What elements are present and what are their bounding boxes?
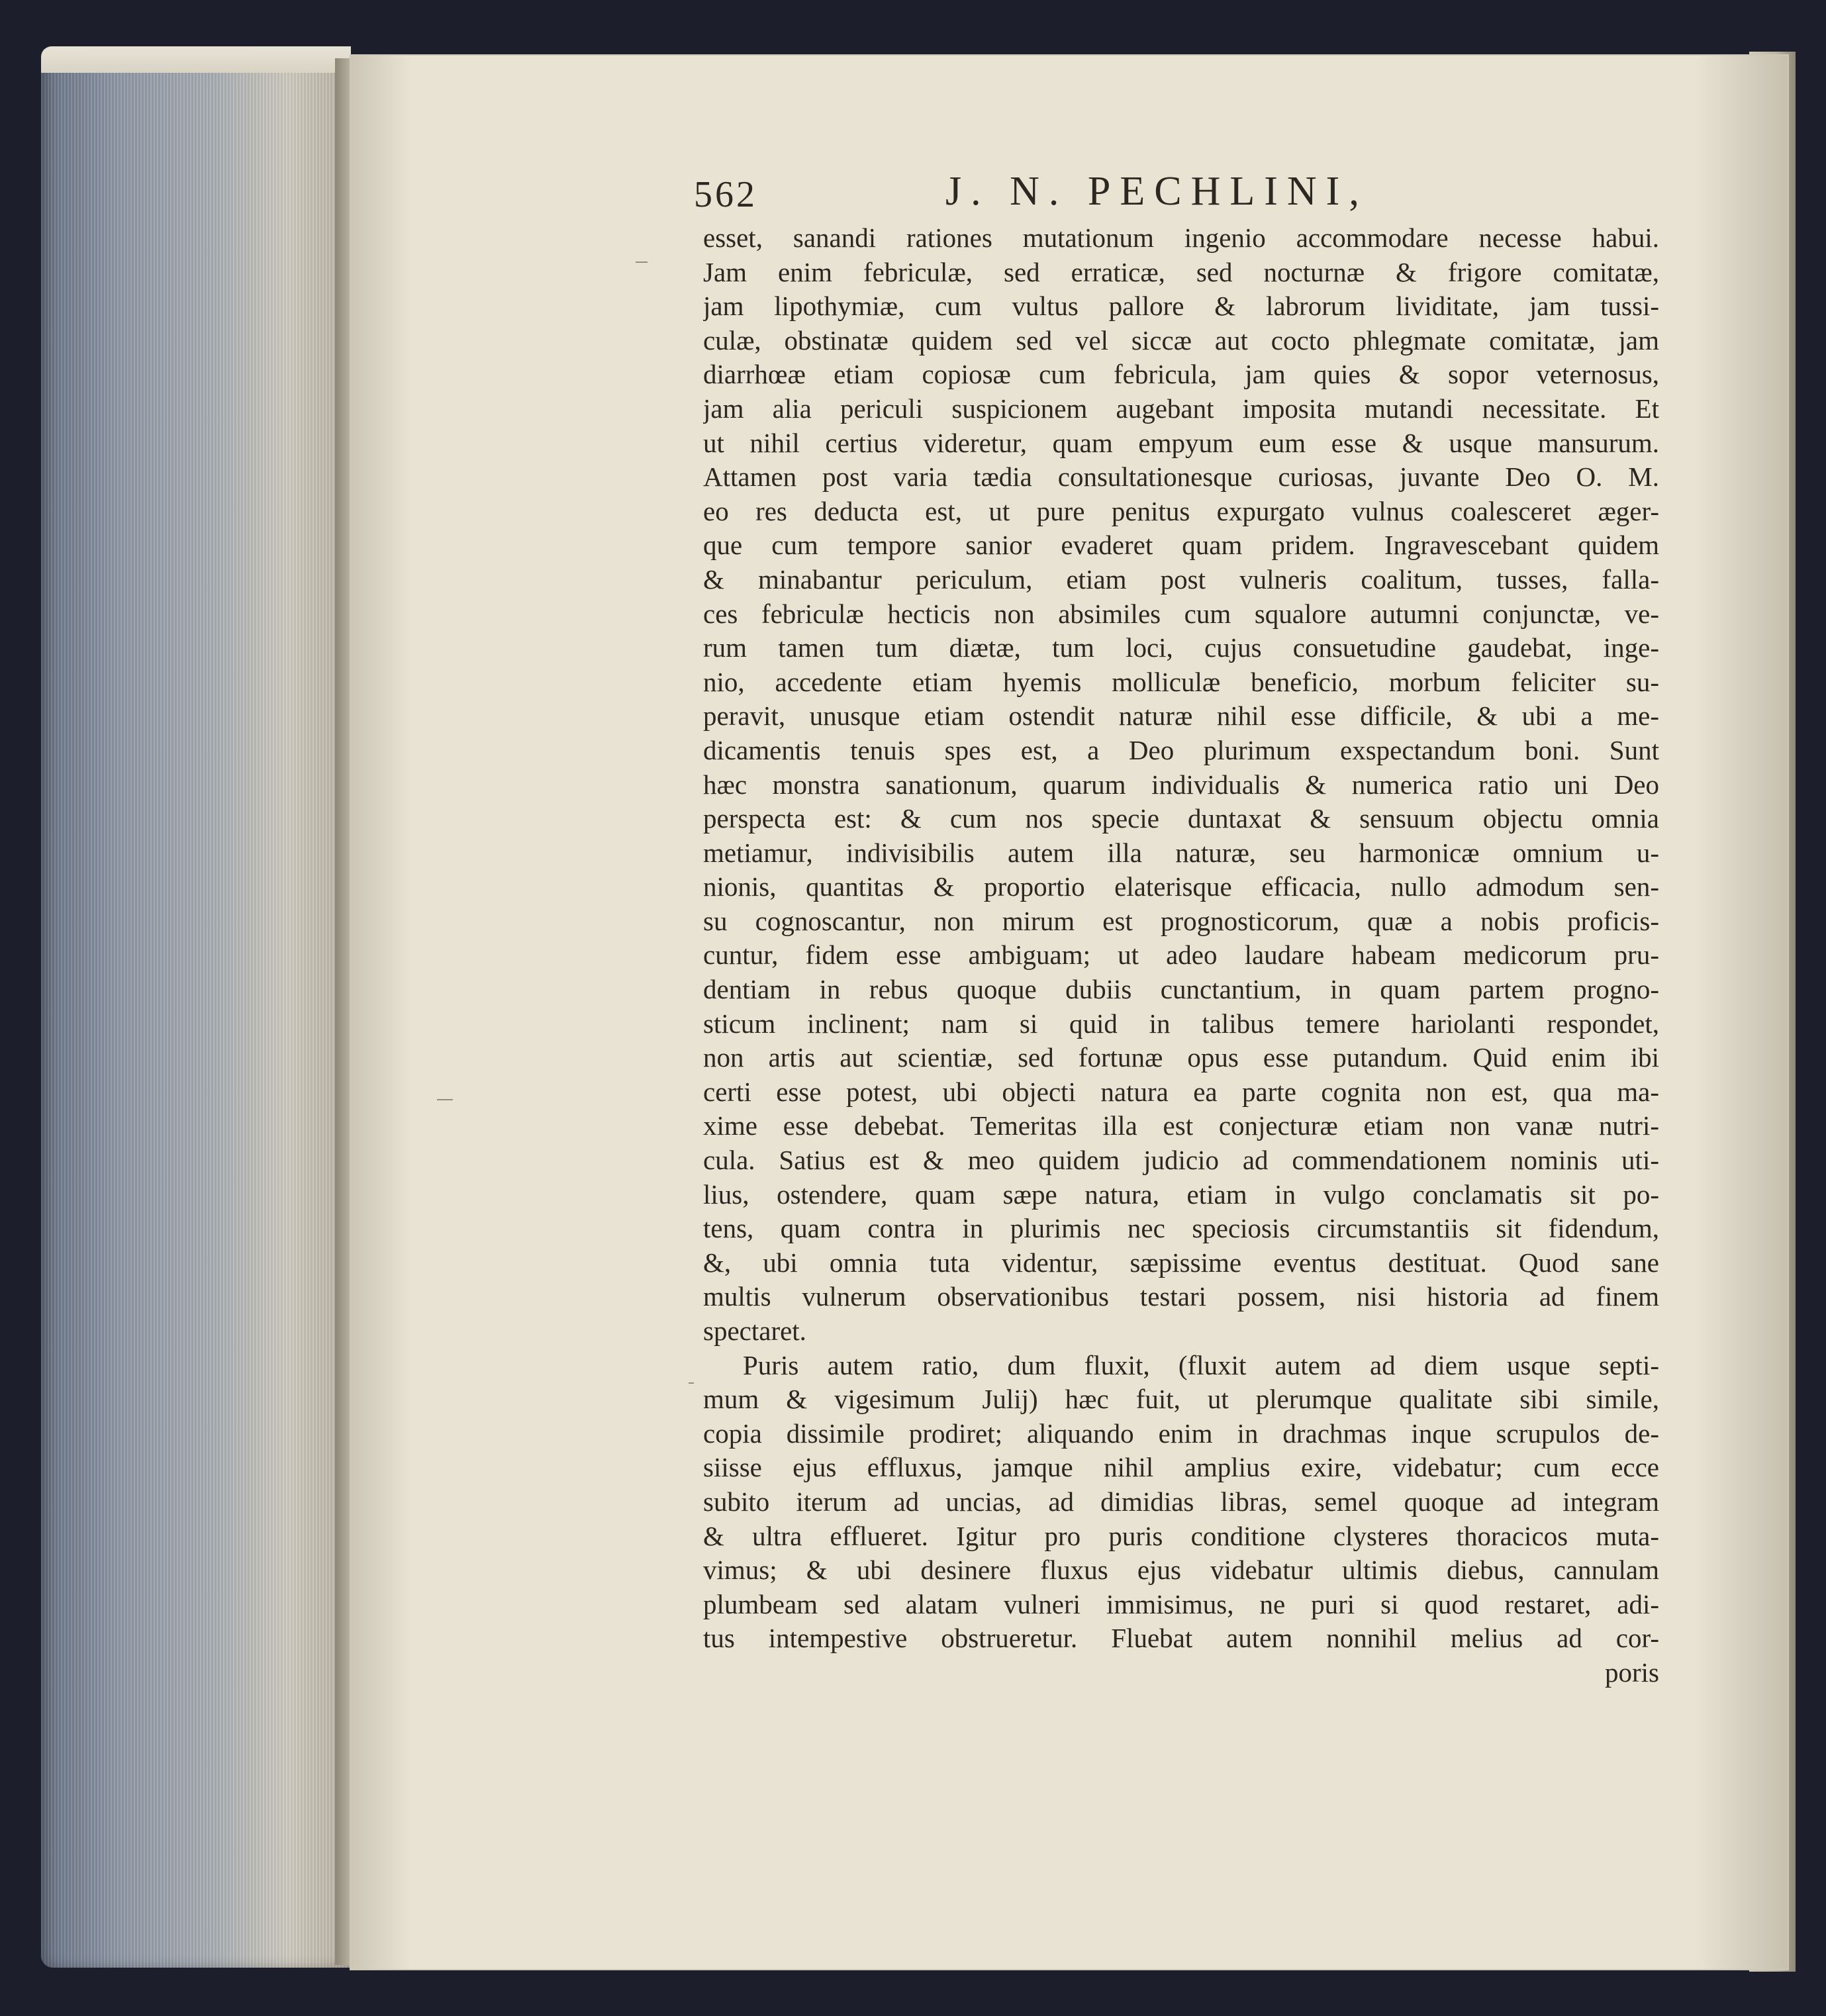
text-line: Jam enim febriculæ, sed erraticæ, sed nocturnæ & frigore comitatæ,	[703, 256, 1659, 287]
text-line: su cognoscantur, non mirum est prognosticorum, quæ a nobis proficis-	[703, 905, 1659, 936]
text-line: tens, quam contra in plurimis nec speciosis circumstantiis sit fidendum,	[703, 1213, 1659, 1244]
text-line: tus intempestive obstrueretur. Fluebat autem nonnihil melius ad cor-	[703, 1623, 1659, 1654]
text-line: hæc monstra sanationum, quarum individualis & numerica ratio uni Deo	[703, 769, 1659, 800]
text-line: & ultra efflueret. Igitur pro puris conditione clysteres thoracicos muta-	[703, 1520, 1659, 1551]
text-line: que cum tempore sanior evaderet quam pridem. Ingravescebant quidem	[703, 530, 1659, 561]
text-line: metiamur, indivisibilis autem illa naturæ, seu harmonicæ omnium u-	[703, 837, 1659, 868]
text-line: non artis aut scientiæ, sed fortunæ opus esse putandum. Quid enim ibi	[703, 1042, 1659, 1073]
running-title: J. N. PECHLINI,	[945, 169, 1369, 214]
text-line: certi esse potest, ubi objecti natura ea parte cognita non est, qua ma-	[703, 1076, 1659, 1107]
text-line: rum tamen tum diætæ, tum loci, cujus consuetudine gaudebat, inge-	[703, 632, 1659, 663]
text-line: dentiam in rebus quoque dubiis cunctantium, in quam partem progno-	[703, 974, 1659, 1005]
text-line: diarrhœæ etiam copiosæ cum febricula, jam quies & sopor veternosus,	[703, 359, 1659, 390]
text-line: subito iterum ad uncias, ad dimidias libras, semel quoque ad integram	[703, 1486, 1659, 1517]
text-line: multis vulnerum observationibus testari possem, nisi historia ad finem	[703, 1281, 1659, 1312]
text-line: ut nihil certius videretur, quam empyum eum esse & usque mansurum.	[703, 427, 1659, 458]
text-line: & minabantur periculum, etiam post vulneris coalitum, tusses, falla-	[703, 563, 1659, 595]
text-line: jam lipothymiæ, cum vultus pallore & labrorum lividitate, jam tussi-	[703, 291, 1659, 322]
text-line: &, ubi omnia tuta videntur, sæpissime eventus destituat. Quod sane	[703, 1247, 1659, 1278]
text-line: mum & vigesimum Julij) hæc fuit, ut plerumque qualitate sibi simile,	[703, 1384, 1659, 1415]
text-line: eo res deducta est, ut pure penitus expurgato vulnus coalesceret æger-	[703, 495, 1659, 526]
text-line: siisse ejus effluxus, jamque nihil amplius exire, videbatur; cum ecce	[703, 1452, 1659, 1483]
text-line: xime esse debebat. Temeritas illa est conjecturæ etiam non vanæ nutri-	[703, 1110, 1659, 1141]
text-line: sticum inclinent; nam si quid in talibus temere hariolanti respondet,	[703, 1008, 1659, 1039]
paper-mark	[437, 1099, 453, 1100]
text-line: culæ, obstinatæ quidem sed vel siccæ aut cocto phlegmate comitatæ, jam	[703, 324, 1659, 356]
text-line: copia dissimile prodiret; aliquando enim in drachmas inque scrupulos de-	[703, 1417, 1659, 1449]
text-line: jam alia periculi suspicionem augebant imposita mutandi necessitate. Et	[703, 393, 1659, 424]
text-line: cula. Satius est & meo quidem judicio ad commendationem nominis uti-	[703, 1145, 1659, 1176]
text-line: peravit, unusque etiam ostendit naturæ nihil esse difficile, & ubi a me-	[703, 700, 1659, 732]
text-line: vimus; & ubi desinere fluxus ejus videbatur ultimis diebus, cannulam	[703, 1555, 1659, 1586]
catchword: poris	[1605, 1656, 1659, 1688]
text-line: spectaret.	[703, 1316, 806, 1346]
text-line: plumbeam sed alatam vulneri immisimus, ne puri si quod restaret, adi-	[703, 1588, 1659, 1619]
text-line: dicamentis tenuis spes est, a Deo plurimum exspectandum boni. Sunt	[703, 734, 1659, 765]
book-page-edges	[41, 61, 351, 1968]
text-line: cuntur, fidem esse ambiguam; ut adeo laudare habeam medicorum pru-	[703, 939, 1659, 971]
text-line: nionis, quantitas & proportio elaterisque efficacia, nullo admodum sen-	[703, 871, 1659, 902]
body-text	[703, 221, 1659, 1690]
running-header	[694, 168, 1753, 221]
page-number: 562	[694, 174, 757, 215]
text-line: perspecta est: & cum nos specie duntaxat & sensuum objectu omnia	[703, 803, 1659, 834]
text-line: Attamen post varia tædia consultationesque curiosas, juvante Deo O. M.	[703, 461, 1659, 493]
text-line: ces febriculæ hecticis non absimiles cum squalore autumni conjunctæ, ve-	[703, 598, 1659, 629]
text-line: nio, accedente etiam hyemis molliculæ beneficio, morbum feliciter su-	[703, 666, 1659, 697]
text-line: esset, sanandi rationes mutationum ingenio accommodare necesse habui.	[703, 222, 1659, 253]
text-line: Puris autem ratio, dum fluxit, (fluxit autem ad diem usque septi-	[743, 1349, 1659, 1380]
paper-mark	[689, 1382, 694, 1384]
text-line: lius, ostendere, quam sæpe natura, etiam in vulgo conclamatis sit po-	[703, 1178, 1659, 1210]
paper-mark	[636, 262, 648, 263]
